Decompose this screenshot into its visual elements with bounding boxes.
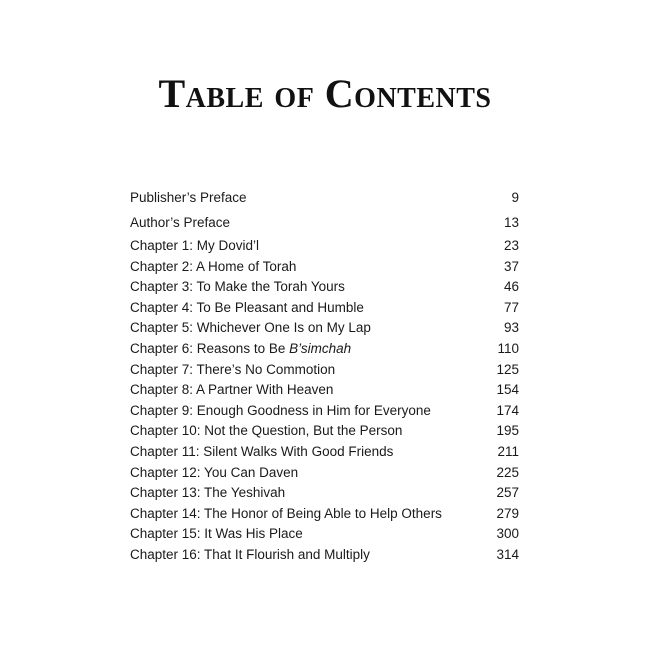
- toc-entry-text: Chapter 7: There’s No Commotion: [130, 361, 336, 377]
- toc-entry: [130, 401, 519, 422]
- toc-entry-page-number: 46: [503, 279, 519, 295]
- toc-entry-page-number: 279: [496, 505, 519, 521]
- toc-entry: [130, 257, 519, 278]
- toc-entry: [130, 186, 519, 210]
- toc-entry-title: [130, 380, 333, 401]
- toc-entry: [130, 318, 519, 339]
- toc-entry-title: [130, 277, 345, 298]
- toc-entry-text: Chapter 14: The Honor of Being Able to Help Others: [130, 505, 442, 521]
- toc-entry-text: Chapter 10: Not the Question, But the Person: [130, 423, 403, 439]
- toc-entry-page-number: 125: [496, 361, 519, 377]
- toc-entry-title: [130, 401, 431, 422]
- toc-entry-title: [130, 257, 296, 278]
- toc-entry-title: [130, 463, 298, 484]
- toc-entry: [130, 277, 519, 298]
- toc-entry-page-number: 314: [496, 546, 519, 562]
- toc-entry-title: [130, 504, 442, 525]
- toc-entry-page-number: 257: [496, 485, 519, 501]
- toc-entry: [130, 380, 519, 401]
- toc-entry: [130, 504, 519, 525]
- toc-entry-text: Publisher’s Preface: [130, 190, 247, 205]
- page-title: Table of Contents: [158, 71, 492, 116]
- toc-entry-title: [130, 524, 303, 545]
- toc-entry: [130, 210, 519, 236]
- toc-entry-text: Chapter 4: To Be Pleasant and Humble: [130, 299, 364, 315]
- toc-entry-page-number: 23: [503, 238, 519, 253]
- toc-entry-page-number: 174: [496, 402, 519, 418]
- toc-entry-title: [130, 545, 370, 566]
- toc-entry: [130, 545, 519, 566]
- toc-entry-text: Chapter 3: To Make the Torah Yours: [130, 279, 345, 295]
- toc-entry-page-number: 37: [503, 258, 519, 274]
- toc-entry-text: Chapter 5: Whichever One Is on My Lap: [130, 320, 371, 336]
- toc-entry-page-number: 93: [503, 320, 519, 336]
- toc-entry-title: [130, 186, 247, 210]
- toc-entry-text: Chapter 15: It Was His Place: [130, 526, 303, 542]
- toc-entry-title: [130, 421, 402, 442]
- toc-entry-page-number: 9: [511, 190, 519, 205]
- toc-entry: [130, 339, 519, 360]
- toc-entry: [130, 524, 519, 545]
- toc-entry-text: Chapter 13: The Yeshivah: [130, 485, 286, 501]
- toc-entry-text: Chapter 11: Silent Walks With Good Friends: [130, 443, 394, 459]
- toc-entry-text: Chapter 1: My Dovid’l: [130, 238, 260, 253]
- toc-entry-page-number: 13: [503, 215, 519, 230]
- toc-entry-title: [130, 318, 371, 339]
- toc-entry-title: [130, 483, 285, 504]
- toc-entry: [130, 483, 519, 504]
- toc-entry-text: Chapter 12: You Can Daven: [130, 464, 299, 480]
- toc-entry-text: Chapter 16: That It Flourish and Multiply: [130, 546, 370, 562]
- toc-entry-text: Chapter 8: A Partner With Heaven: [130, 382, 334, 398]
- toc-entry-page-number: 110: [497, 340, 519, 356]
- toc-entry-text: Chapter 9: Enough Goodness in Him for Everyone: [130, 402, 431, 418]
- toc-entry-text: Chapter 2: A Home of Torah: [130, 258, 297, 274]
- toc-entry-page-number: 154: [496, 382, 519, 398]
- toc-entry: [130, 236, 519, 257]
- toc-entry-title: [130, 298, 364, 319]
- toc-entry-page-number: 211: [497, 443, 519, 459]
- toc-entry-text: Chapter 6: Reasons to Be: [130, 340, 290, 356]
- toc-entry-title: [130, 339, 351, 360]
- table-of-contents: [130, 186, 519, 566]
- toc-entry: [130, 421, 519, 442]
- toc-entry: [130, 298, 519, 319]
- toc-entry: [130, 360, 519, 381]
- toc-entry-title: [130, 210, 230, 236]
- toc-entry: [130, 463, 519, 484]
- toc-entry-page-number: 195: [496, 423, 519, 439]
- toc-entry-page-number: 300: [496, 526, 519, 542]
- toc-entry-page-number: 77: [503, 299, 519, 315]
- toc-entry-page-number: 225: [496, 464, 519, 480]
- toc-entry-text: Author’s Preface: [130, 215, 231, 230]
- toc-entry-title: [130, 236, 259, 257]
- toc-entry-title: [130, 442, 393, 463]
- toc-entry: [130, 442, 519, 463]
- toc-entry-title: [130, 360, 335, 381]
- toc-entry-italic-text: B’simchah: [289, 340, 352, 356]
